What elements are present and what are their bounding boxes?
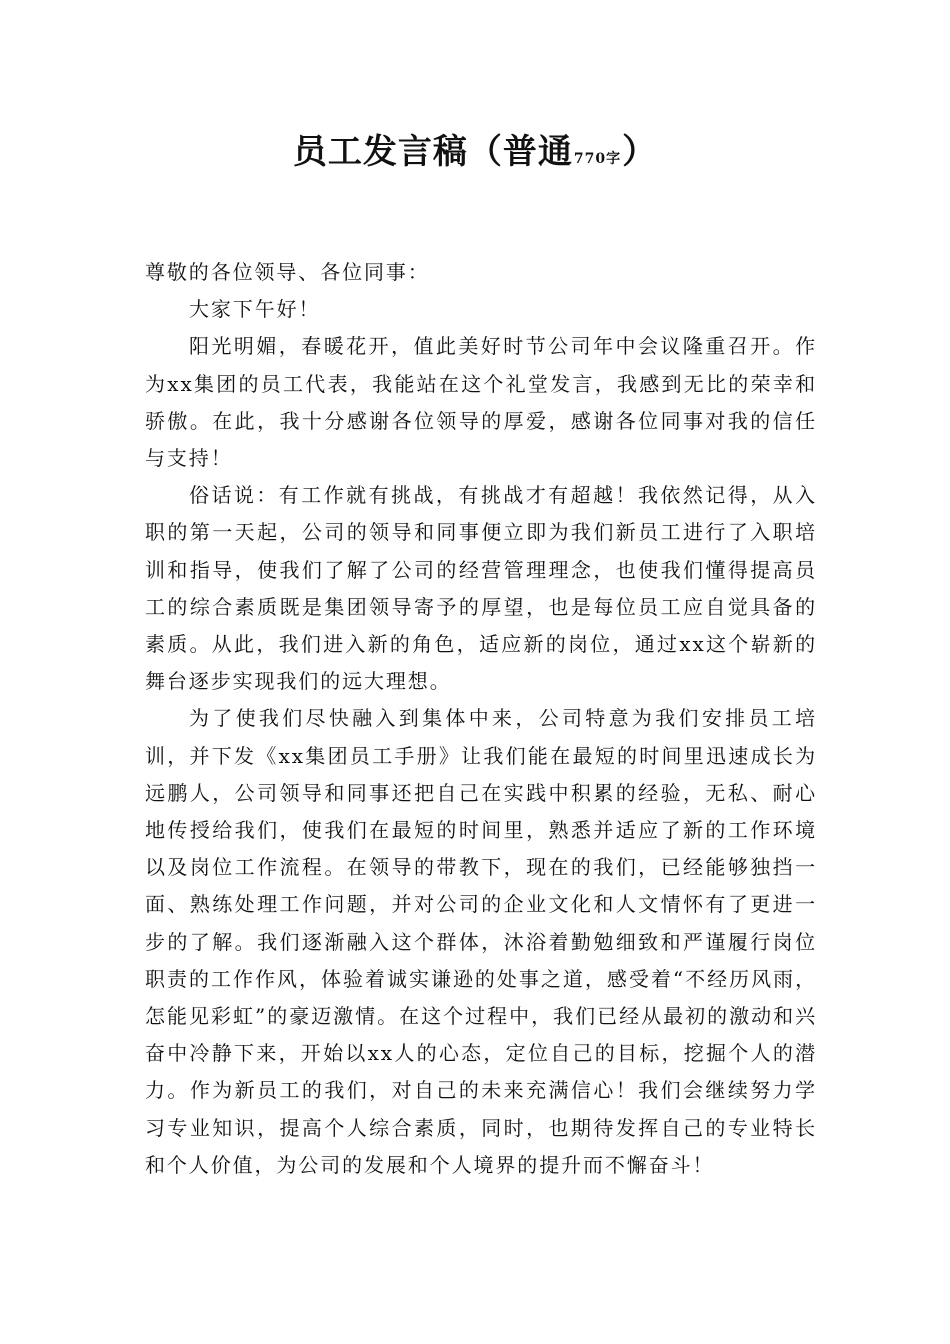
document-title [0, 124, 950, 187]
document-body [145, 254, 817, 1184]
title-close-paren: ） [622, 132, 658, 172]
salutation: 尊敬的各位领导、各位同事： [145, 260, 430, 284]
paragraph-intro: 阳光明媚，春暖花开，值此美好时节公司年中会议隆重召开。作为xx集团的员工代表，我能站在这个礼堂发言，我感到无比的荣幸和骄傲。在此，我十分感谢各位领导的厚爱，感谢各位同事对我的信任与支持！ [145, 334, 817, 471]
title-main: 员工发言稿（普通 [292, 132, 573, 172]
paragraph-onboarding: 俗话说：有工作就有挑战，有挑战才有超越！我依然记得，从入职的第一天起，公司的领导和同事便立即为我们新员工进行了入职培训和指导，使我们了解了公司的经营管理理念，也使我们懂得提高员工的综合素质既是集团领导寄予的厚望，也是每位员工应自觉具备的素质。从此，我们进入新的角色，适应新的岗位，通过xx这个崭新的舞台逐步实现我们的远大理想。 [145, 483, 817, 694]
paragraph-greeting: 大家下午好！ [189, 297, 321, 322]
paragraph-growth: 为了使我们尽快融入到集体中来，公司特意为我们安排员工培训，并下发《xx集团员工手册》让我们能在最短的时间里迅速成长为远鹏人，公司领导和同事还把自己在实践中积累的经验，无私、耐心地传授给我们，使我们在最短的时间里，熟悉并适应了新的工作环境以及岗位工作流程。在领导的带教下，现在的我们，已经能够独挡一面、熟练处理工作问题，并对公司的企业文化和人文情怀有了更进一步的了解。我们逐渐融入这个群体，沐浴着勤勉细致和严谨履行岗位职责的工作作风，体验着诚实谦逊的处事之道，感受着“不经历风雨，怎能见彩虹”的豪迈激情。在这个过程中，我们已经从最初的激动和兴奋中冷静下来，开始以xx人的心态，定位自己的目标，挖掘个人的潜力。作为新员工的我们，对自己的未来充满信心！我们会继续努力学习专业知识，提高个人综合素质，同时，也期待发挥自己的专业特长和个人价值，为公司的发展和个人境界的提升而不懈奋斗！ [145, 706, 817, 1177]
title-word-count: 770字 [573, 151, 622, 167]
